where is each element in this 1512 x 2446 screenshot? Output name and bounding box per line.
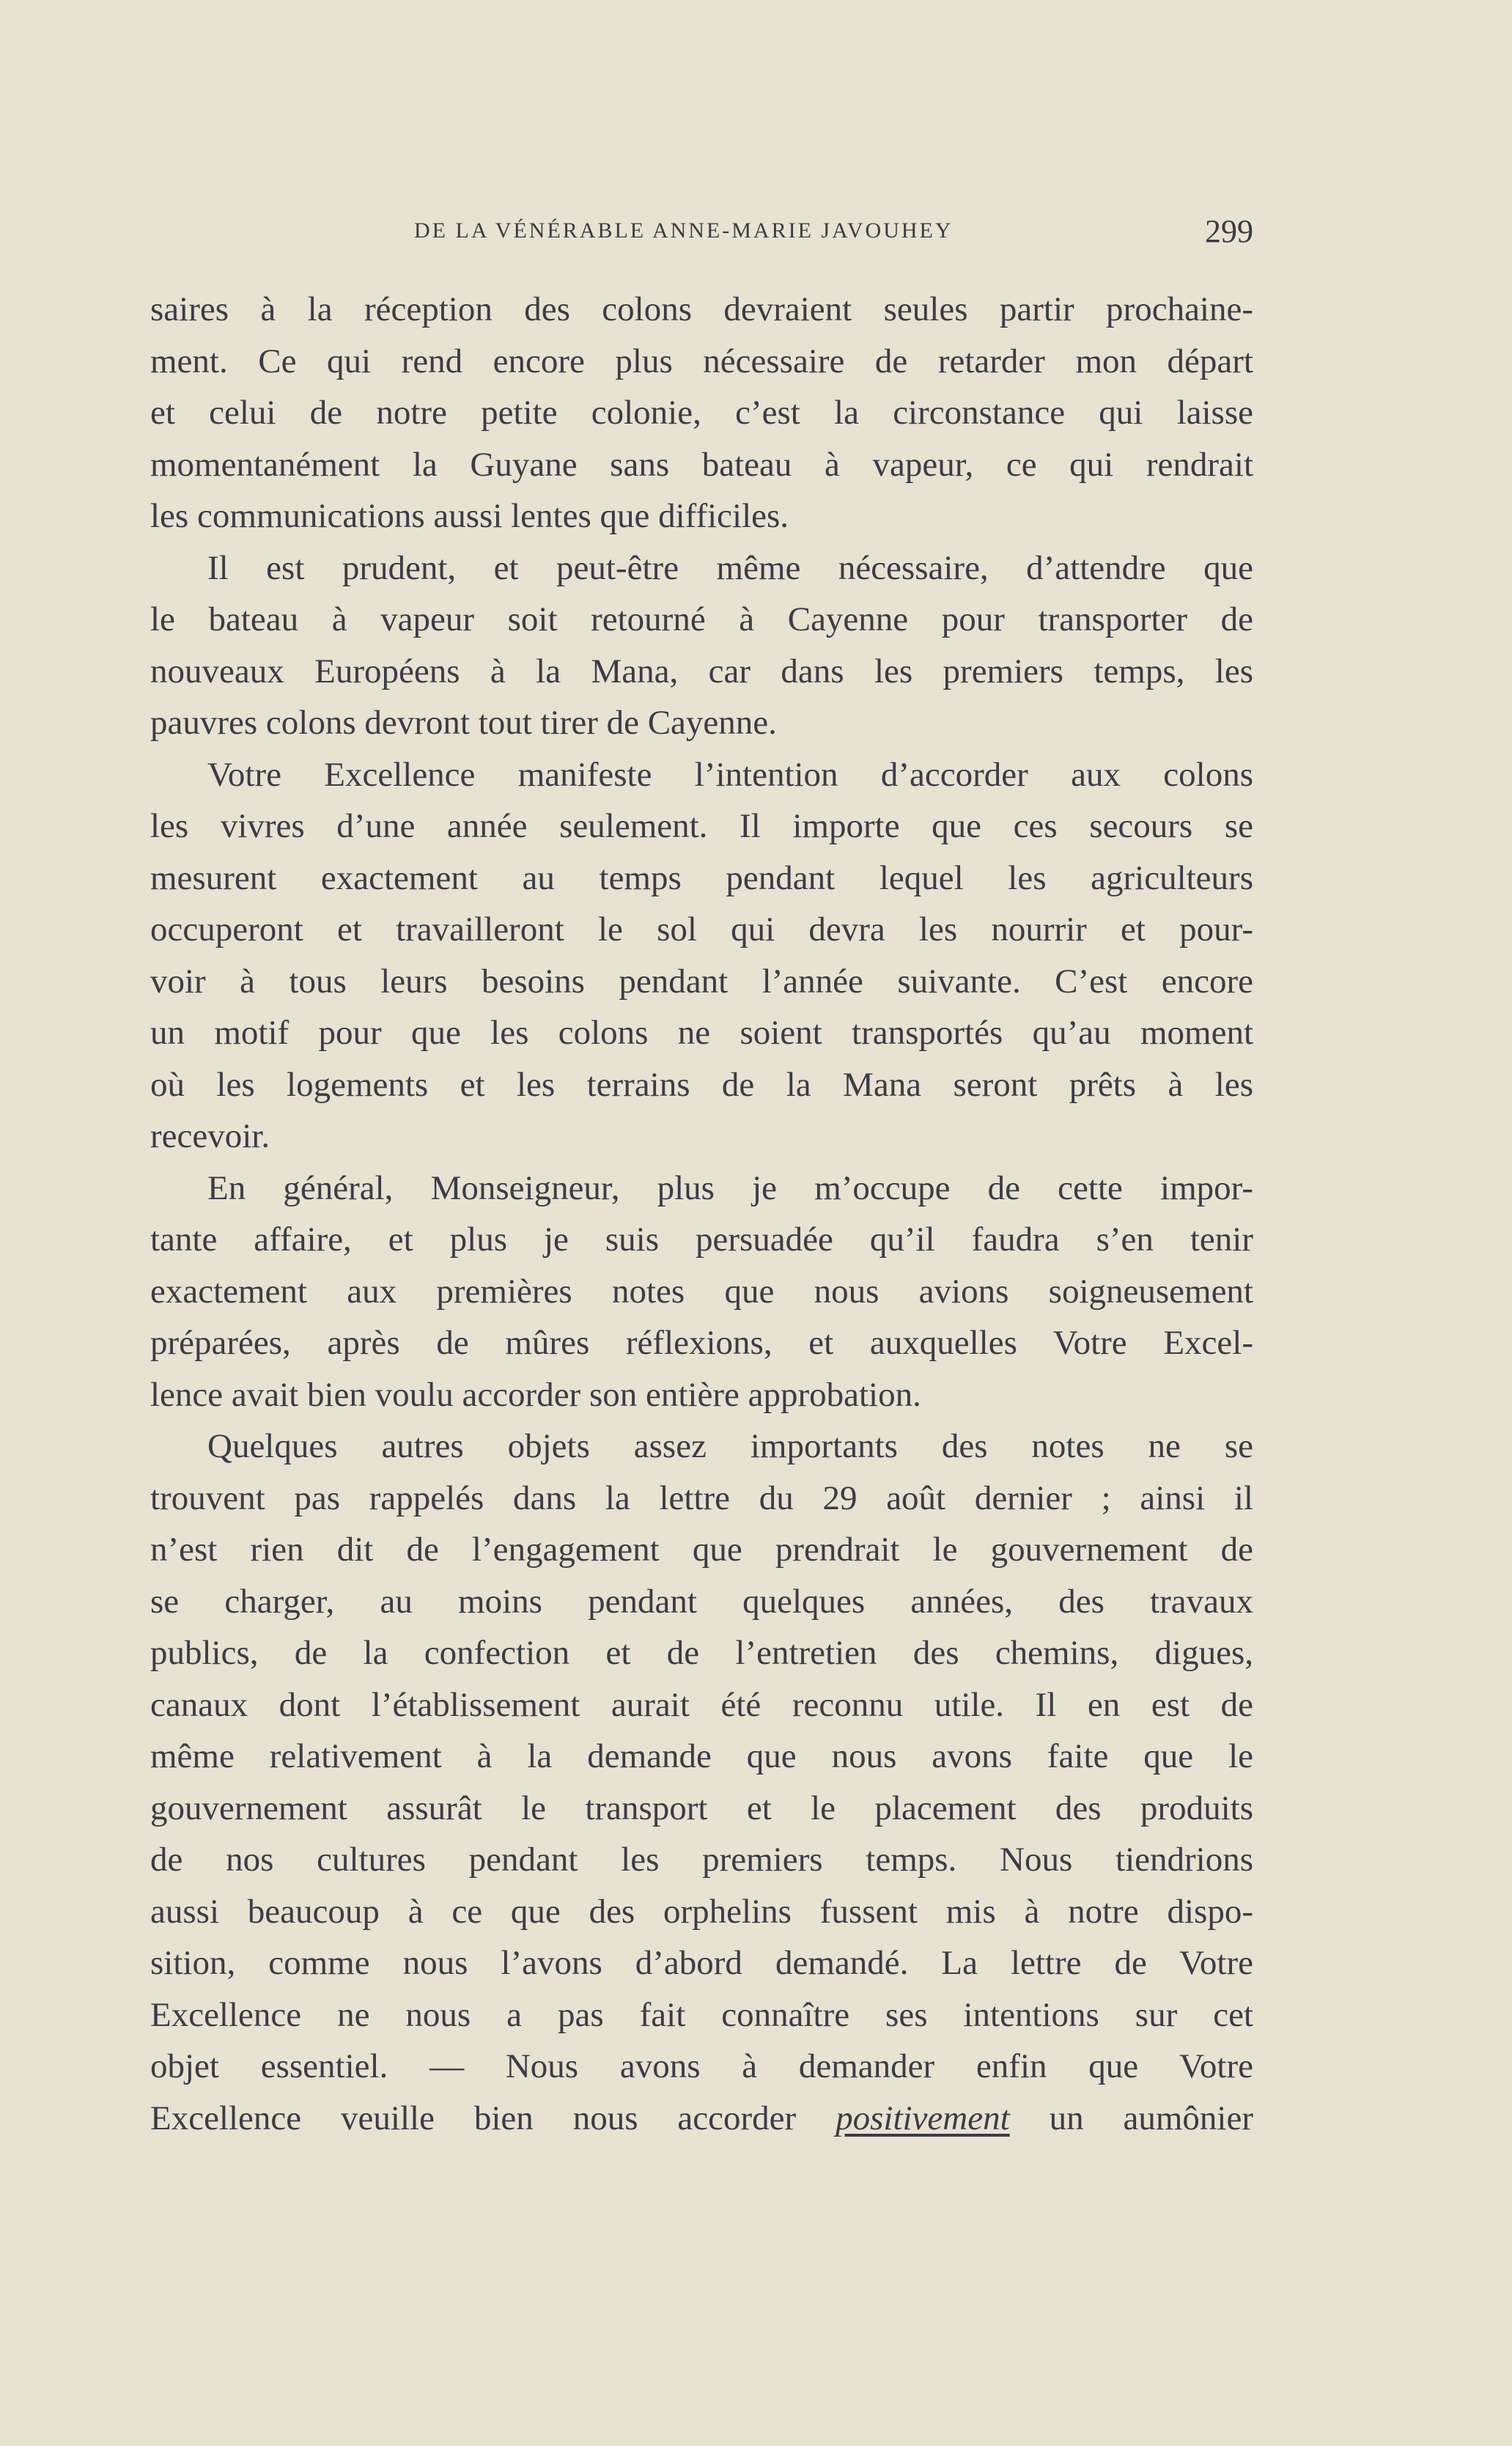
text-line: objet essentiel. — Nous avons à demander enfin que Votre: [150, 2047, 1253, 2085]
text-line: canaux dont l’établissement aurait été reconnu utile. Il en est de: [150, 1685, 1253, 1724]
emphasized-word: positivement: [836, 2099, 1010, 2137]
text-line: ment. Ce qui rend encore plus nécessaire de retarder mon départ: [150, 342, 1253, 380]
text-line: recevoir.: [150, 1117, 270, 1155]
text-line: n’est rien dit de l’engagement que prendrait le gouvernement de: [150, 1530, 1253, 1569]
text-line: les vivres d’une année seulement. Il importe que ces secours se: [150, 807, 1253, 845]
text-line: Votre Excellence manifeste l’intention d’accorder aux colons: [207, 755, 1253, 794]
text-line: se charger, au moins pendant quelques années, des travaux: [150, 1582, 1253, 1621]
body-text: [150, 284, 1253, 2144]
running-title: DE LA VÉNÉRABLE ANNE-MARIE JAVOUHEY: [414, 218, 954, 243]
text-line: tante affaire, et plus je suis persuadée qu’il faudra s’en tenir: [150, 1220, 1253, 1259]
text-line-final: [150, 2093, 1253, 2145]
text-line: sition, comme nous l’avons d’abord demandé. La lettre de Votre: [150, 1944, 1253, 1982]
text-line: le bateau à vapeur soit retourné à Cayenne pour transporter de: [150, 600, 1253, 638]
text-line: gouvernement assurât le transport et le placement des produits: [150, 1789, 1253, 1827]
text-line: un motif pour que les colons ne soient transportés qu’au moment: [150, 1014, 1253, 1052]
text-line: et celui de notre petite colonie, c’est la circonstance qui laisse: [150, 394, 1253, 432]
text-line: Quelques autres objets assez importants des notes ne se: [207, 1427, 1253, 1465]
final-line-end: un aumônier: [1009, 2099, 1253, 2137]
text-line: saires à la réception des colons devraient seules partir prochaine-: [150, 290, 1253, 328]
page-header: [150, 214, 1253, 251]
text-line: En général, Monseigneur, plus je m’occupe de cette impor-: [207, 1168, 1253, 1207]
text-line: pauvres colons devront tout tirer de Cayenne.: [150, 704, 777, 742]
text-line: exactement aux premières notes que nous avions soigneusement: [150, 1272, 1253, 1311]
text-line: lence avait bien voulu accorder son entière approbation.: [150, 1375, 921, 1414]
text-line: publics, de la confection et de l’entretien des chemins, digues,: [150, 1634, 1253, 1672]
final-line-start: Excellence veuille bien nous accorder: [150, 2099, 836, 2137]
text-line: occuperont et travailleront le sol qui devra les nourrir et pour-: [150, 910, 1253, 948]
text-line: les communications aussi lentes que difficiles.: [150, 497, 789, 535]
text-line: Excellence ne nous a pas fait connaître ses intentions sur cet: [150, 1995, 1253, 2034]
text-line: trouvent pas rappelés dans la lettre du 29 août dernier ; ainsi il: [150, 1478, 1253, 1517]
page-number: 299: [1205, 213, 1253, 249]
text-line: nouveaux Européens à la Mana, car dans les premiers temps, les: [150, 652, 1253, 690]
text-line: où les logements et les terrains de la Mana seront prêts à les: [150, 1065, 1253, 1104]
text-line: de nos cultures pendant les premiers temps. Nous tiendrions: [150, 1841, 1253, 1879]
text-line: voir à tous leurs besoins pendant l’année suivante. C’est encore: [150, 962, 1253, 1001]
text-line: aussi beaucoup à ce que des orphelins fussent mis à notre dispo-: [150, 1892, 1253, 1931]
text-line: même relativement à la demande que nous avons faite que le: [150, 1737, 1253, 1775]
text-line: préparées, après de mûres réflexions, et auxquelles Votre Excel-: [150, 1324, 1253, 1362]
text-line: Il est prudent, et peut-être même nécessaire, d’attendre que: [207, 548, 1253, 587]
text-line: mesurent exactement au temps pendant lequel les agriculteurs: [150, 858, 1253, 897]
text-line: momentanément la Guyane sans bateau à vapeur, ce qui rendrait: [150, 445, 1253, 484]
